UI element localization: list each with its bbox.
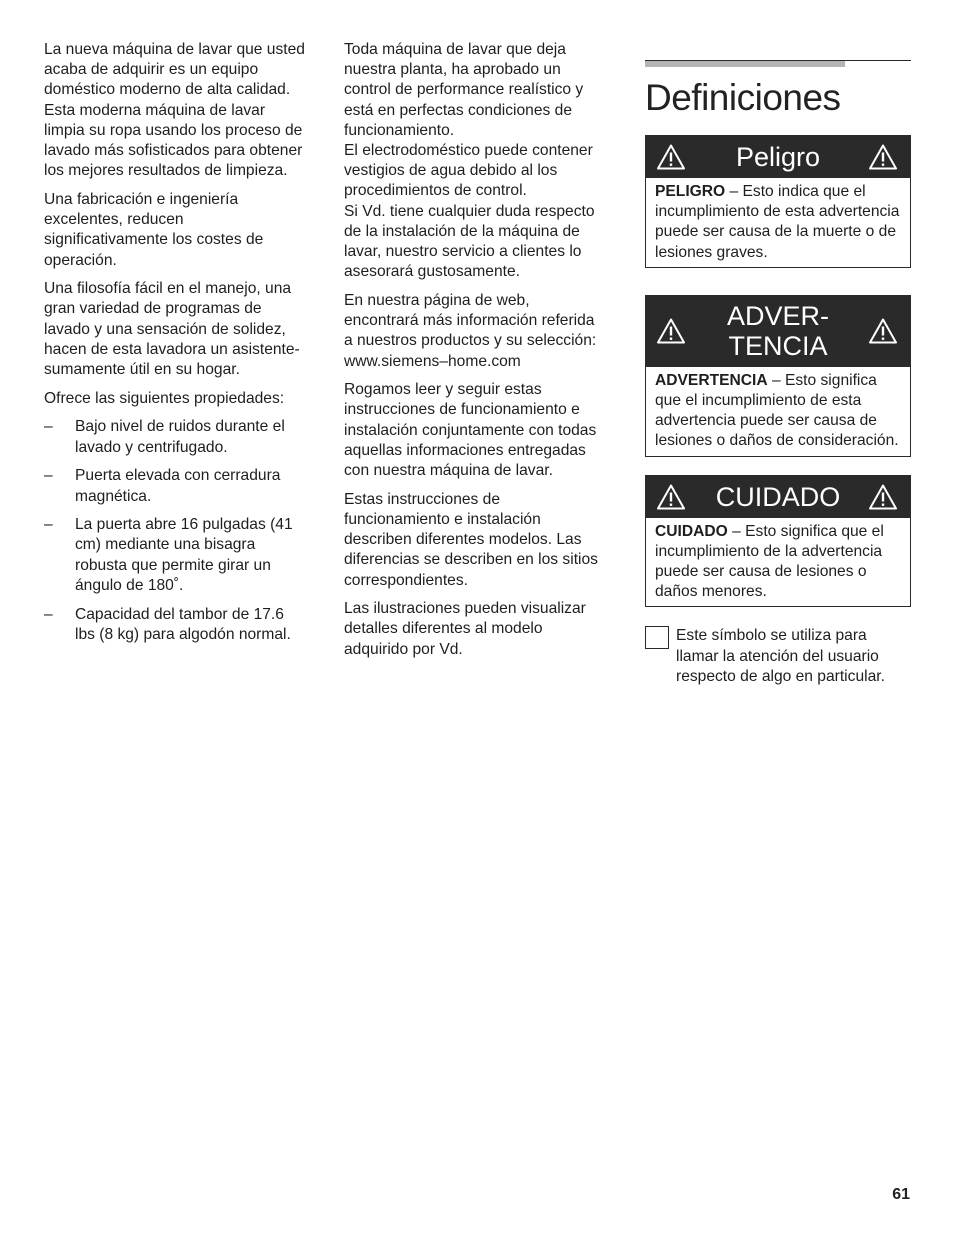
caution-text: CUIDADO – Esto significa que el incumplimiento de la advertencia puede ser causa de lesiones o daños menores.: [655, 522, 884, 601]
paragraph: En nuestra página de web, encontrará más información referida a nuestros productos y su selección: www.siemens–home.com: [344, 291, 597, 370]
list-item: – Puerta elevada con cerradura magnética.: [44, 467, 281, 505]
warning-box: [645, 295, 911, 457]
danger-text: PELIGRO – Esto indica que el incumplimiento de esta advertencia puede ser causa de la muerte o de lesiones graves.: [655, 183, 900, 261]
paragraph: Toda máquina de lavar que deja nuestra planta, ha aprobado un control de performance realístico y está en perfectas condiciones de funcionamiento.: [344, 41, 584, 139]
warning-header: [646, 296, 910, 367]
page-title: Definiciones: [645, 77, 841, 118]
warning-triangle-icon: [868, 483, 898, 510]
warning-triangle-icon: [656, 318, 686, 345]
dash-bullet: –: [44, 605, 53, 623]
paragraph: Si Vd. tiene cualquier duda respecto de la instalación de la máquina de lavar, nuestro servicio a clientes lo asesorará gustosamente.: [344, 202, 595, 281]
paragraph: El electrodoméstico puede contener vestigios de agua debido al los procedimientos de control.: [344, 142, 593, 200]
definitions-section: [645, 58, 911, 687]
note-symbol-icon: [645, 626, 669, 649]
paragraph: Una fabricación e ingeniería excelentes, reducen significativamente los costes de operación.: [44, 190, 264, 269]
paragraph: Las ilustraciones pueden visualizar detalles diferentes al modelo adquirido por Vd.: [344, 600, 586, 658]
warning-triangle-icon: [868, 318, 898, 345]
warning-text: ADVERTENCIA – Esto significa que el incumplimiento de esta advertencia puede ser causa de lesiones o daños de consideración.: [655, 371, 899, 450]
column-info: [344, 40, 606, 668]
column-intro: [44, 40, 306, 653]
warning-triangle-icon: [656, 144, 686, 171]
danger-header: [646, 136, 910, 178]
caution-box: [645, 475, 911, 608]
warning-triangle-icon: [656, 483, 686, 510]
paragraph: Esta moderna máquina de lavar limpia su ropa usando los proceso de lavado más sofisticados para obtener los mejores resultados de limpieza.: [44, 101, 303, 180]
caution-header: [646, 476, 910, 518]
note-item: [645, 626, 911, 687]
warning-triangle-icon: [868, 144, 898, 171]
page-number: 61: [892, 1186, 910, 1203]
features-list: [44, 417, 306, 645]
paragraph: La nueva máquina de lavar que usted acaba de adquirir es un equipo doméstico moderno de alta calidad.: [44, 41, 305, 99]
website-url: www.siemens–home.com: [344, 352, 521, 370]
list-item: – Capacidad del tambor de 17.6 lbs (8 kg) para algodón normal.: [44, 605, 291, 643]
dash-bullet: –: [44, 467, 53, 485]
paragraph: Ofrece las siguientes propiedades:: [44, 389, 285, 407]
danger-heading: Peligro: [735, 142, 821, 172]
paragraph: Una filosofía fácil en el manejo, una gran variedad de programas de lavado y una sensación de solidez, hacen de esta lavadora un asistente-sumamente útil en su hogar.: [44, 280, 300, 379]
list-item: – La puerta abre 16 pulgadas (41 cm) mediante una bisagra robusta que permite girar un ángulo de 180˚.: [44, 516, 293, 594]
paragraph: Rogamos leer y seguir estas instrucciones de funcionamiento e instalación conjuntamente con todas aquellas informaciones entregadas con nuestra máquina de lavar.: [344, 381, 597, 480]
dash-bullet: –: [44, 418, 53, 436]
note-text: Este símbolo se utiliza para llamar la atención del usuario respecto de algo en particular.: [676, 627, 885, 685]
danger-box: [645, 135, 911, 268]
paragraph: Estas instrucciones de funcionamiento e instalación describen diferentes modelos. Las diferencias se describen en los sitios correspondientes.: [344, 490, 598, 589]
warning-heading: ADVER- TENCIA: [726, 301, 829, 362]
caution-heading: CUIDADO: [715, 481, 841, 512]
dash-bullet: –: [44, 516, 53, 534]
list-item: – Bajo nivel de ruidos durante el lavado y centrifugado.: [44, 418, 285, 456]
title-rule: [645, 58, 911, 67]
